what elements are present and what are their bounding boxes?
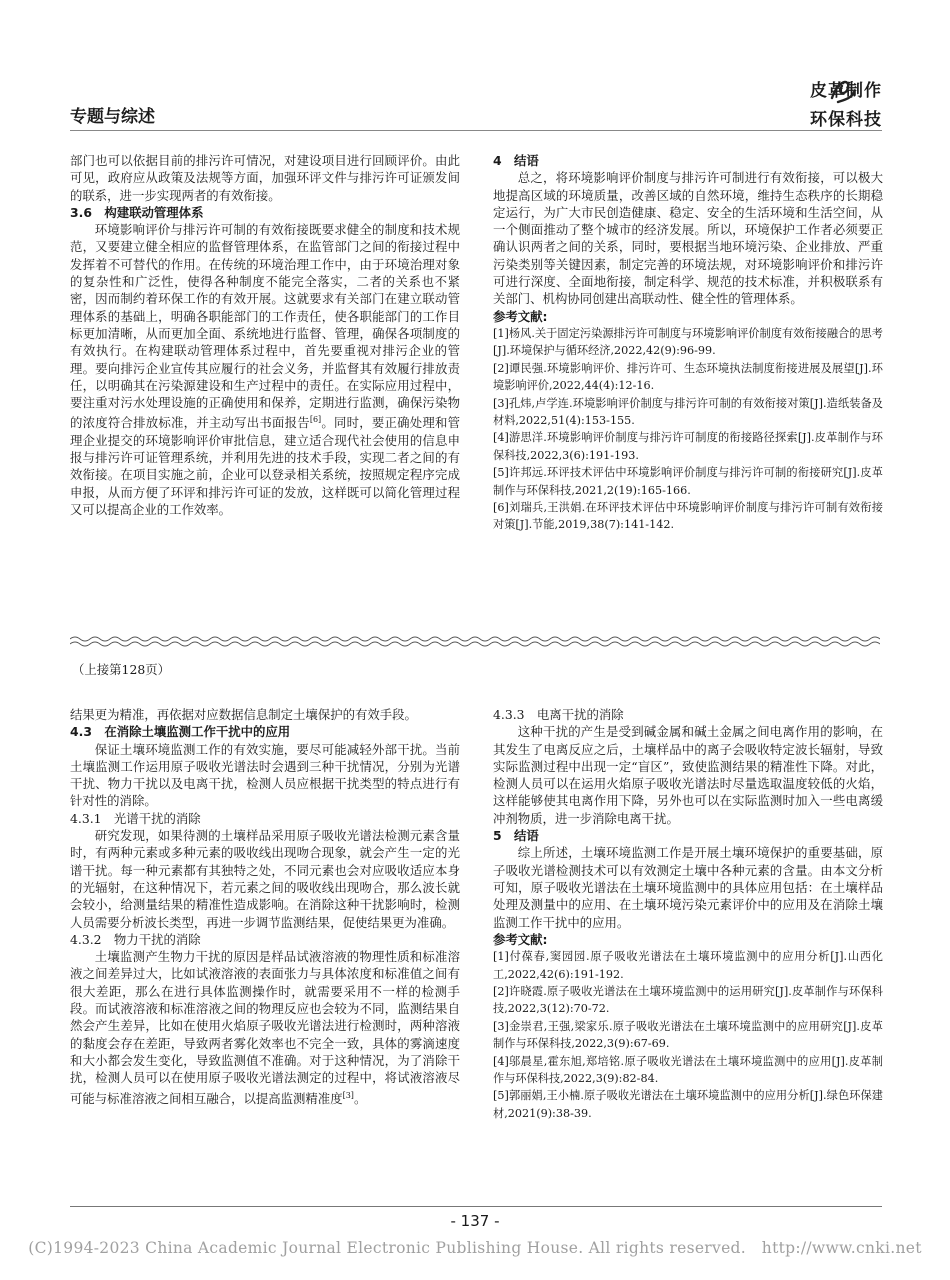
journal-name-line2: 环保科技 [810,110,882,130]
reference-item: [4]游思洋.环境影响评价制度与排污许可制度的衔接路径探索[J].皮革制作与环保科技,2022,3(6):191-193. [493,431,883,462]
heading-3-6: 3.6 构建联动管理体系 [70,204,204,220]
bottom-right-column [493,706,883,1122]
paragraph: 环境影响评价与排污许可制的有效衔接既要求健全的制度和技术规范，又要建立健全相应的监督管理体系，在监管部门之间的衔接过程中发挥着不可替代的作用。在传统的环境治理工作中，由于环境治理对象的复杂性和广泛性，使得各种制度不能完全落实，二者的关系也不紧密，因而制约着环保工作的有效开展。这就要求有关部门在建立联动管理体系的基础上，明确各职能部门的工作责任，使各职能部门的工作目标更加清晰，从而更加全面、系统地进行监督、管理，确保各项制度的有效执行。在构建联动管理体系过程中，首先要重视对排污企业的管理。要向排污企业宣传其应履行的社会义务，并监督其有效履行排放责任，以明确其在污染源建设和生产过程中的责任。在实际应用过程中，要注重对污水处理设施的正确使用和保养，定期进行监测，确保污染物的浓度符合排放标准，并主动写出书面报告[6]。同时，要正确处理和管理企业提交的环境影响评价审批信息，建立适合现代社会使用的信息申报与排污许可证管理系统，并利用先进的技术手段，实现二者之间的有效衔接。在项目实施之前，企业可以登录相关系统，按照规定程序完成申报，从而方便了环评和排污许可证的发放，这样既可以简化管理过程又可以提高企业的工作效率。 [70,222,461,518]
references-heading: 参考文献: [493,931,548,947]
header-rule [70,130,882,131]
footer-rule [70,1206,882,1207]
section-title: 专题与综述 [70,107,155,127]
heading-5: 5 结语 [493,828,539,844]
paragraph: 总之，将环境影响评价制度与排污许可制进行有效衔接，可以极大地提高区域的环境质量，改善区域的自然环境，维持生态秩序的长期稳定运行，为广大市民创造健康、稳定、安全的生活环境和生活空间，从一个侧面推动了整个城市的经济发展。所以，环境保护工作者必须要正确认识两者之间的关系，同时，要根据当地环境污染、企业排放、严重污染类别等关键因素，制定完善的环境法规，对环境影响评价和排污许可进行深度、全面地衔接，制定科学、规范的技术标准，并积极联系有关部门、机构协同创建出高联动性、健全性的管理体系。 [493,170,883,307]
paragraph: 土壤监测产生物力干扰的原因是样品试液溶液的物理性质和标准溶液之间差异过大，比如试液溶液的表面张力与具体浓度和标准值之间有很大差距，那么在进行具体监测操作时，就需要采用不一样的检测手段。而试液溶液和标准溶液之间的物理反应也会较为不同，监测结果自然会产生差异，比如在使用火焰原子吸收光谱法进行检测时，两种溶液的黏度会存在差距，导致两者雾化效率也不完全一致，具体的雾滴速度和大小都会发生变化，导致监测值不准确。对于这种情况，为了消除干扰，检测人员可以在使用原子吸收光谱法测定的过程中，将试液溶液尽可能与标准溶液之间相互融合，以提高监测精准度[3]。 [70,949,460,1106]
heading-4-3: 4.3 在消除土壤监测工作干扰中的应用 [70,724,291,740]
citation: [6] [309,415,322,425]
reference-item: [5]郭丽娟,王小楠.原子吸收光谱法在土壤环境监测中的应用分析[J].绿色环保建材,2021(9):38-39. [493,1089,883,1120]
journal-name-line1: 皮革制作 [810,81,882,101]
paragraph: 结果更为精准，再依据对应数据信息制定土壤保护的有效手段。 [70,707,417,722]
journal-logo [810,76,882,130]
heading-4-3-2: 4.3.2 物力干扰的消除 [70,931,201,947]
references-heading: 参考文献: [493,308,548,324]
heading-4-3-1: 4.3.1 光谱干扰的消除 [70,810,201,826]
reference-item: [6]刘瑞兵,王洪娟.在环评技术评估中环境影响评价制度与排污许可制有效衔接对策[J].节能,2019,38(7):141-142. [493,501,883,532]
paragraph: 部门也可以依据目前的排污许可情况，对建设项目进行回顾评价。由此可见，政府应从政策及法规等方面，加强环评文件与排污许可证颁发间的联系，进一步实现两者的有效衔接。 [70,153,460,203]
journal-swirl-icon [828,76,856,106]
reference-item: [1]杨风.关于固定污染源排污许可制度与环境影响评价制度有效衔接融合的思考[J].环境保护与循环经济,2022,42(9):96-99. [493,326,883,358]
citation: [3] [342,1090,354,1100]
section-divider [70,634,880,648]
paragraph: 研究发现，如果待测的土壤样品采用原子吸收光谱法检测元素含量时，有两种元素或多种元素的吸收线出现吻合现象，就会产生一定的光谱干扰。每一种元素都有其独特之处，不同元素也会对应吸收适应本身的光辐射，在这种情况下，若元素之间的吸收线出现吻合，那么波长就会较小，给测量结果的精准性造成影响。在消除这种干扰影响时，检测人员需要分析波长类型，再进一步调节监测结果，促使结果更为准确。 [70,828,460,930]
reference-item: [4]邬晨星,霍东旭,郑培铭.原子吸收光谱法在土壤环境监测中的应用[J].皮革制作与环保科技,2022,3(9):82-84. [493,1054,883,1085]
continued-note: （上接第128页） [72,662,170,677]
heading-4: 4 结语 [493,153,539,168]
top-right-column [493,152,883,534]
page-number: - 137 - [450,1212,500,1230]
top-left-column [70,152,460,518]
reference-item: [2]许晓霞.原子吸收光谱法在土壤环境监测中的运用研究[J].皮革制作与环保科技,2022,3(12):70-72. [493,984,883,1016]
paragraph: 综上所述，土壤环境监测工作是开展土壤环境保护的重要基础，原子吸收光谱检测技术可以有效测定土壤中各种元素的含量。由本文分析可知，原子吸收光谱法在土壤环境监测中的具体应用包括：在土壤样品处理及测量中的应用、在土壤环境污染元素评价中的应用及在消除土壤监测工作干扰中的应用。 [493,845,883,930]
paragraph: 保证土壤环境监测工作的有效实施，要尽可能减轻外部干扰。当前土壤监测工作运用原子吸收光谱法时会遇到三种干扰情况，分别为光谱干扰、物力干扰以及电离干扰，检测人员应根据干扰类型的特点进行有针对性的消除。 [70,741,460,809]
reference-item: [1]付葆春,窦园园.原子吸收光谱法在土壤环境监测中的应用分析[J].山西化工,2022,42(6):191-192. [493,950,883,981]
reference-item: [3]孔炜,卢学连.环境影响评价制度与排污许可制的有效衔接对策[J].造纸装备及材料,2022,51(4):153-155. [493,396,883,427]
copyright-notice: (C)1994-2023 China Academic Journal Electronic Publishing House. All rights reserved. http://www.cnki.net [28,1239,922,1257]
reference-item: [3]金崇君,王强,梁家乐.原子吸收光谱法在土壤环境监测中的应用研究[J].皮革制作与环保科技,2022,3(9):67-69. [493,1019,883,1051]
heading-4-3-3: 4.3.3 电离干扰的消除 [493,707,624,722]
reference-item: [5]许邦远.环评技术评估中环境影响评价制度与排污许可制的衔接研究[J].皮革制作与环保科技,2021,2(19):165-166. [493,466,883,497]
reference-item: [2]谭民强.环境影响评价、排污许可、生态环境执法制度衔接进展及展望[J].环境影响评价,2022,44(4):12-16. [493,361,883,393]
bottom-left-column [70,706,460,1107]
paragraph: 这种干扰的产生是受到碱金属和碱土金属之间电离作用的影响，在其发生了电离反应之后，土壤样品中的离子会吸收特定波长辐射，导致实际监测过程中出现一定“盲区”，致使监测结果的精准性下降。对此，检测人员可以在运用火焰原子吸收光谱法时尽量选取温度较低的火焰，这样能够使其电离作用下降，另外也可以在实际监测时加入一些电离缓冲剂物质，进一步消除电离干扰。 [493,724,883,826]
